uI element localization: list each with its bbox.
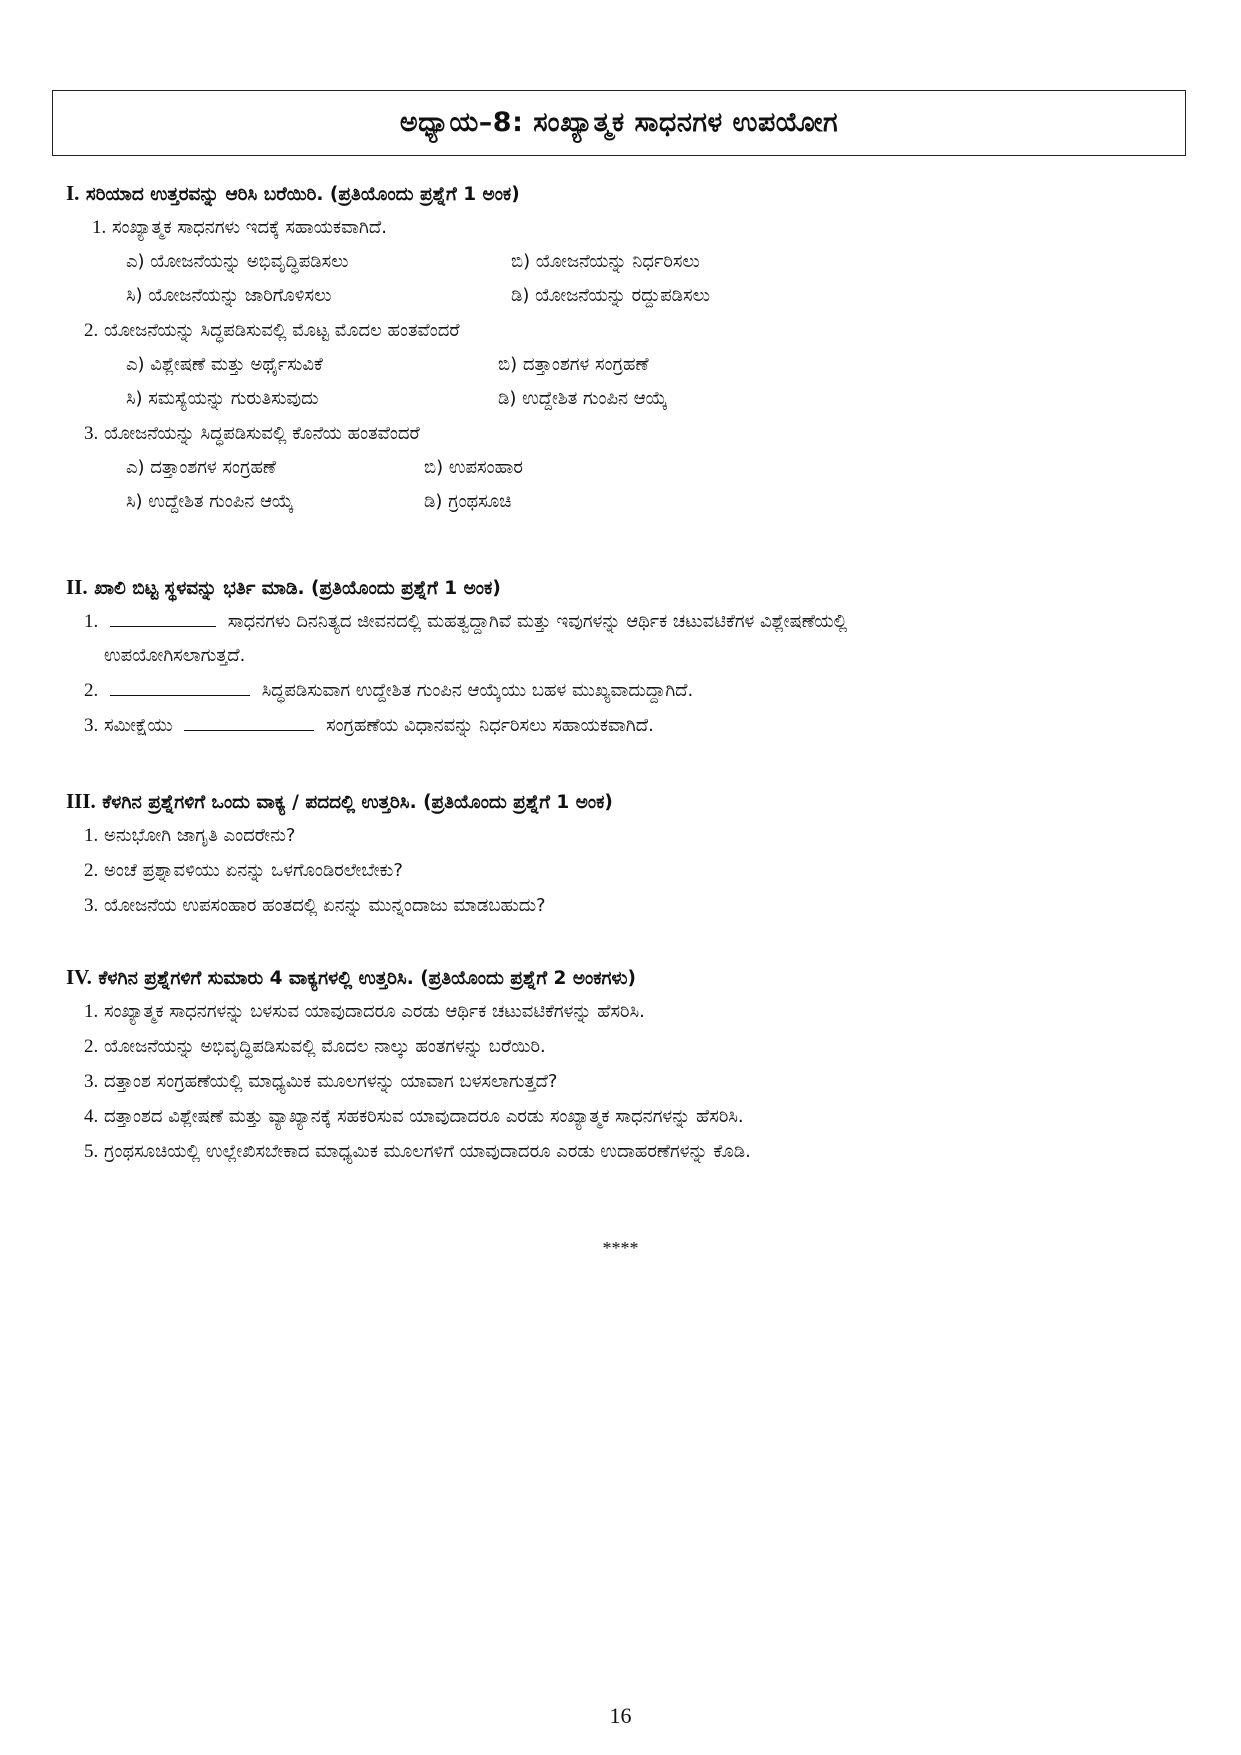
s4-q3-text: ದತ್ತಾಂಶ ಸಂಗ್ರಹಣೆಯಲ್ಲಿ ಮಾಧ್ಯಮಿಕ ಮೂಲಗಳನ್ನು ಯಾವಾಗ ಬಳಸಲಾಗುತ್ತದೆ?	[103, 1071, 558, 1092]
s2-q1-text: ಸಾಧನಗಳು ದಿನನಿತ್ಯದ ಜೀವನದಲ್ಲಿ ಮಹತ್ವದ್ದಾಗಿವೆ ಮತ್ತು ಇವುಗಳನ್ನು ಆರ್ಥಿಕ ಚಟುವಟಿಕೆಗಳ ವಿಶ್ಲೇಷಣೆಯಲ್ಲಿ	[227, 611, 848, 632]
s1-q2-option-c: ಸಿ) ಸಮಸ್ಯೆಯನ್ನು ಗುರುತಿಸುವುದು	[126, 388, 319, 409]
section-4-heading	[66, 960, 1186, 994]
section-4	[66, 960, 1186, 1169]
s1-question-3	[66, 416, 1186, 451]
s4-q1-number: 1.	[84, 1001, 99, 1022]
s1-q1-option-c: ಸಿ) ಯೋಜನೆಯನ್ನು ಜಾರಿಗೊಳಿಸಲು	[126, 285, 332, 306]
s2-q3-number: 3.	[84, 715, 99, 736]
section-1-heading-text: ಸರಿಯಾದ ಉತ್ತರವನ್ನು ಆರಿಸಿ ಬರೆಯಿರಿ. (ಪ್ರತಿಯೊಂದು ಪ್ರಶ್ನೆಗೆ 1 ಅಂಕ)	[85, 184, 520, 205]
s3-question-1	[66, 818, 1186, 853]
s4-question-3	[66, 1064, 1186, 1099]
s1-q1-option-a: ಎ) ಯೋಜನೆಯನ್ನು ಅಭಿವೃದ್ಧಿಪಡಿಸಲು	[126, 251, 349, 272]
s1-question-1	[66, 210, 1186, 245]
section-4-heading-text: ಕೆಳಗಿನ ಪ್ರಶ್ನೆಗಳಿಗೆ ಸುಮಾರು 4 ವಾಕ್ಯಗಳಲ್ಲಿ ಉತ್ತರಿಸಿ. (ಪ್ರತಿಯೊಂದು ಪ್ರಶ್ನೆಗೆ 2 ಅಂಕಗಳು)	[98, 968, 636, 989]
s4-q4-text: ದತ್ತಾಂಶದ ವಿಶ್ಲೇಷಣೆ ಮತ್ತು ವ್ಯಾಖ್ಯಾನಕ್ಕೆ ಸಹಕರಿಸುವ ಯಾವುದಾದರೂ ಎರಡು ಸಂಖ್ಯಾತ್ಮಕ ಸಾಧನಗಳನ್ನು ಹೆಸರಿಸಿ.	[103, 1106, 744, 1127]
s2-q2-blank	[110, 675, 250, 696]
s3-q3-number: 3.	[84, 895, 99, 916]
section-3-heading-text: ಕೆಳಗಿನ ಪ್ರಶ್ನೆಗಳಿಗೆ ಒಂದು ವಾಕ್ಯ / ಪದದಲ್ಲಿ ಉತ್ತರಿಸಿ. (ಪ್ರತಿಯೊಂದು ಪ್ರಶ್ನೆಗೆ 1 ಅಂಕ)	[102, 792, 613, 813]
s4-q5-text: ಗ್ರಂಥಸೂಚಿಯಲ್ಲಿ ಉಲ್ಲೇಖಿಸಬೇಕಾದ ಮಾಧ್ಯಮಿಕ ಮೂಲಗಳಿಗೆ ಯಾವುದಾದರೂ ಎರಡು ಉದಾಹರಣೆಗಳನ್ನು ಕೊಡಿ.	[103, 1141, 751, 1162]
s1-q3-option-c: ಸಿ) ಉದ್ದೇಶಿತ ಗುಂಪಿನ ಆಯ್ಕೆ	[126, 491, 294, 512]
section-2-heading	[66, 570, 1186, 604]
section-3-heading	[66, 784, 1186, 818]
s1-q3-options-row-2	[66, 485, 1186, 519]
s2-question-1	[66, 604, 1186, 639]
s1-q1-options-row-2	[66, 279, 1186, 313]
s2-q1-continuation: ಉಪಯೋಗಿಸಲಾಗುತ್ತದೆ.	[104, 645, 246, 666]
s2-q3-prefix: ಸಮೀಕ್ಷೆಯು	[103, 715, 173, 736]
s1-q1-option-d: ಡಿ) ಯೋಜನೆಯನ್ನು ರದ್ದುಪಡಿಸಲು	[511, 285, 710, 306]
s2-q2-text: ಸಿದ್ಧಪಡಿಸುವಾಗ ಉದ್ದೇಶಿತ ಗುಂಪಿನ ಆಯ್ಕೆಯು ಬಹಳ ಮುಖ್ಯವಾದುದ್ದಾಗಿದೆ.	[261, 680, 694, 701]
s1-q2-text: ಯೋಜನೆಯನ್ನು ಸಿದ್ಧಪಡಿಸುವಲ್ಲಿ ಮೊಟ್ಟ ಮೊದಲ ಹಂತವೆಂದರೆ	[103, 320, 460, 341]
section-1	[66, 176, 1186, 519]
s2-q1-blank	[110, 606, 216, 627]
s3-q1-text: ಅನುಭೋಗಿ ಜಾಗೃತಿ ಎಂದರೇನು?	[103, 825, 296, 846]
s1-q3-number: 3.	[84, 423, 99, 444]
s3-q2-text: ಅಂಚೆ ಪ್ರಶ್ನಾವಳಿಯು ಏನನ್ನು ಒಳಗೊಂಡಿರಲೇಬೇಕು?	[103, 860, 403, 881]
s3-q2-number: 2.	[84, 860, 99, 881]
s1-q2-options-row-1	[66, 348, 1186, 382]
s2-q1-number: 1.	[84, 611, 99, 632]
s1-q3-text: ಯೋಜನೆಯನ್ನು ಸಿದ್ಧಪಡಿಸುವಲ್ಲಿ ಕೊನೆಯ ಹಂತವೆಂದರೆ	[103, 423, 420, 444]
s2-q2-number: 2.	[84, 680, 99, 701]
s1-q2-option-d: ಡಿ) ಉದ್ದೇಶಿತ ಗುಂಪಿನ ಆಯ್ಕೆ	[498, 388, 668, 409]
s1-q3-option-a: ಎ) ದತ್ತಾಂಶಗಳ ಸಂಗ್ರಹಣೆ	[126, 457, 277, 478]
s3-question-3	[66, 888, 1186, 923]
end-stars: ****	[602, 1238, 639, 1258]
s1-q1-text: ಸಂಖ್ಯಾತ್ಮಕ ಸಾಧನಗಳು ಇದಕ್ಕೆ ಸಹಾಯಕವಾಗಿದೆ.	[111, 217, 387, 238]
s4-question-2	[66, 1029, 1186, 1064]
s2-question-3	[66, 708, 1186, 743]
s1-q2-number: 2.	[84, 320, 99, 341]
s3-q1-number: 1.	[84, 825, 99, 846]
s2-question-2	[66, 673, 1186, 708]
s4-q3-number: 3.	[84, 1071, 99, 1092]
s1-q1-options-row-1	[66, 245, 1186, 279]
s4-q4-number: 4.	[84, 1106, 99, 1127]
s4-q5-number: 5.	[84, 1141, 99, 1162]
section-2-heading-text: ಖಾಲಿ ಬಿಟ್ಟ ಸ್ಥಳವನ್ನು ಭರ್ತಿ ಮಾಡಿ. (ಪ್ರತಿಯೊಂದು ಪ್ರಶ್ನೆಗೆ 1 ಅಂಕ)	[94, 578, 501, 599]
s1-q3-option-b: ಬಿ) ಉಪಸಂಹಾರ	[424, 457, 523, 478]
s1-q1-option-b: ಬಿ) ಯೋಜನೆಯನ್ನು ನಿರ್ಧರಿಸಲು	[511, 251, 700, 272]
s4-question-1	[66, 994, 1186, 1029]
s1-q2-option-b: ಬಿ) ದತ್ತಾಂಶಗಳ ಸಂಗ್ರಹಣೆ	[498, 354, 649, 375]
chapter-title: ಅಧ್ಯಾಯ–8: ಸಂಖ್ಯಾತ್ಮಕ ಸಾಧನಗಳ ಉಪಯೋಗ	[399, 107, 839, 138]
s1-q3-option-d: ಡಿ) ಗ್ರಂಥಸೂಚಿ	[424, 491, 512, 512]
s1-q1-number: 1.	[92, 217, 107, 238]
s1-question-2	[66, 313, 1186, 348]
s1-q2-options-row-2	[66, 382, 1186, 416]
section-1-roman: I.	[66, 181, 80, 205]
section-4-roman: IV.	[66, 965, 92, 989]
section-2-roman: II.	[66, 575, 88, 599]
section-2	[66, 570, 1186, 743]
s2-q3-text: ಸಂಗ್ರಹಣೆಯ ವಿಧಾನವನ್ನು ನಿರ್ಧರಿಸಲು ಸಹಾಯಕವಾಗಿದೆ.	[326, 715, 654, 736]
section-3-roman: III.	[66, 789, 96, 813]
s2-q3-blank	[184, 710, 314, 731]
s4-question-4	[66, 1099, 1186, 1134]
section-3	[66, 784, 1186, 923]
s4-q2-number: 2.	[84, 1036, 99, 1057]
s3-question-2	[66, 853, 1186, 888]
s4-question-5	[66, 1134, 1186, 1169]
s3-q3-text: ಯೋಜನೆಯ ಉಪಸಂಹಾರ ಹಂತದಲ್ಲಿ ಏನನ್ನು ಮುನ್ನಂದಾಜು ಮಾಡಬಹುದು?	[103, 895, 546, 916]
page-number: 16	[609, 1703, 632, 1728]
s4-q2-text: ಯೋಜನೆಯನ್ನು ಅಭಿವೃದ್ಧಿಪಡಿಸುವಲ್ಲಿ ಮೊದಲ ನಾಲ್ಕು ಹಂತಗಳನ್ನು ಬರೆಯಿರಿ.	[103, 1036, 546, 1057]
section-1-heading	[66, 176, 1186, 210]
s1-q3-options-row-1	[66, 451, 1186, 485]
chapter-title-box	[52, 90, 1186, 156]
s1-q2-option-a: ಎ) ವಿಶ್ಲೇಷಣೆ ಮತ್ತು ಅರ್ಥೈಸುವಿಕೆ	[126, 354, 323, 375]
s4-q1-text: ಸಂಖ್ಯಾತ್ಮಕ ಸಾಧನಗಳನ್ನು ಬಳಸುವ ಯಾವುದಾದರೂ ಎರಡು ಆರ್ಥಿಕ ಚಟುವಟಿಕೆಗಳನ್ನು ಹೆಸರಿಸಿ.	[103, 1001, 645, 1022]
